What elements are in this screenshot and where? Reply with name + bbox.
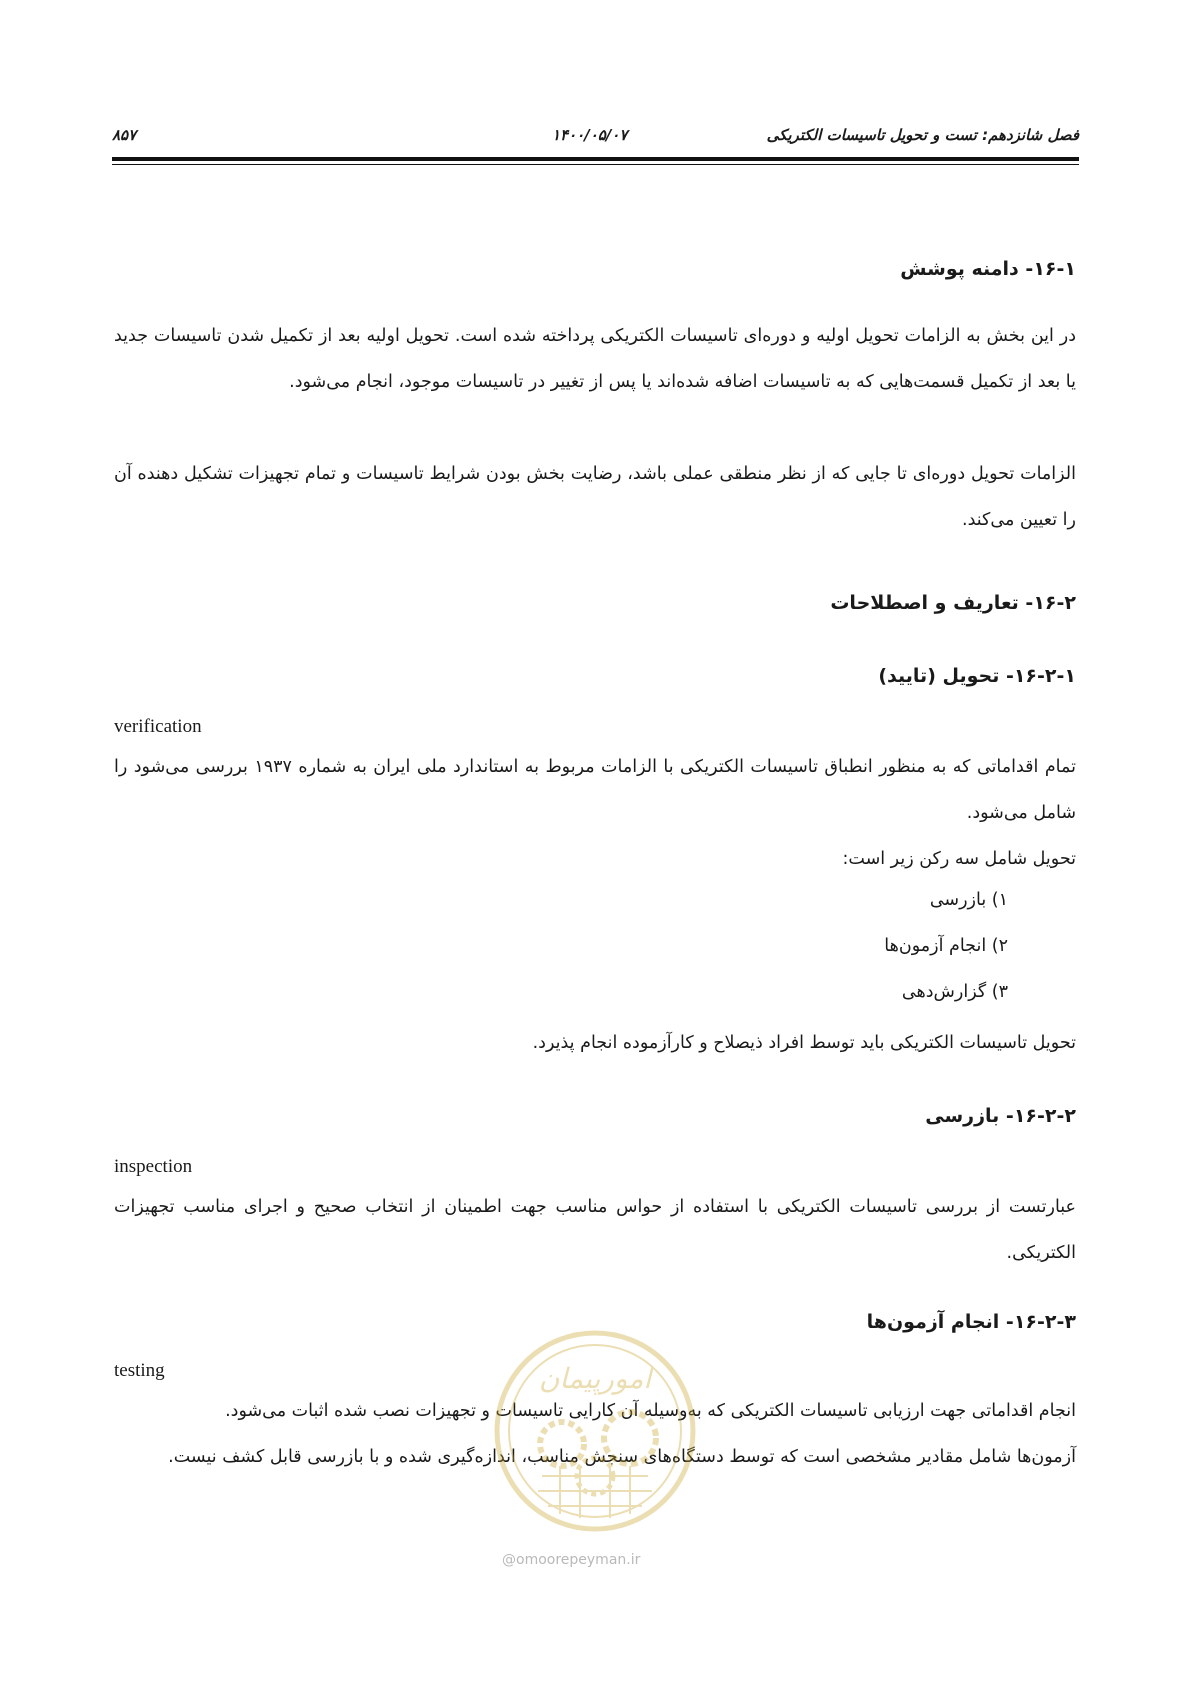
watermark-logo [490,1326,700,1536]
heading-16-1: ۱۶-۱- دامنه پوشش [900,258,1076,280]
header-rule-thin [112,164,1079,165]
list-item-inspection: ۱) بازرسی [929,890,1008,910]
paragraph-testing-1: انجام اقداماتی جهت ارزیابی تاسیسات الکتریکی که به‌وسیله آن کارایی تاسیسات و تجهیزات نصب شده اثبات می‌شود. [225,1401,1076,1421]
list-item-reporting: ۳) گزارش‌دهی [901,982,1008,1002]
svg-text:امورپیمان: امورپیمان [538,1362,652,1395]
paragraph-verification-1: تمام اقداماتی که به منظور انطباق تاسیسات الکتریکی با الزامات مربوط به استاندارد ملی ایران به شماره ۱۹۳۷ بررسی می‌شود را شامل می‌شود. [114,757,1076,823]
paragraph-scope-2: الزامات تحویل دوره‌ای تا جایی که از نظر منطقی عملی باشد، رضایت بخش بودن شرایط تاسیسات و تمام تجهیزات تشکیل دهنده آن را تعیین می‌کند. [114,464,1076,530]
paragraph-inspection: عبارتست از بررسی تاسیسات الکتریکی با استفاده از حواس مناسب جهت اطمینان از انتخاب صحیح و اجرای مناسب تجهیزات الکتریکی. [114,1197,1076,1263]
term-testing: testing [114,1360,165,1381]
heading-16-2-3: ۱۶-۲-۳- انجام آزمون‌ها [866,1311,1076,1333]
header-rule-thick [112,157,1079,161]
paragraph-verification-2: تحویل شامل سه رکن زیر است: [842,849,1076,869]
heading-16-2-2: ۱۶-۲-۲- بازرسی [925,1105,1076,1127]
term-inspection: inspection [114,1156,193,1177]
list-item-testing: ۲) انجام آزمون‌ها [884,936,1008,956]
watermark-url: @omoorepeyman.ir [502,1552,641,1568]
page-number: ۸۵۷ [112,126,137,144]
paragraph-verification-3: تحویل تاسیسات الکتریکی باید توسط افراد ذیصلاح و کارآزموده انجام پذیرد. [532,1033,1076,1053]
chapter-title: فصل شانزدهم: تست و تحویل تاسیسات الکتریکی [766,126,1079,144]
page-header [112,126,1079,154]
paragraph-scope-1: در این بخش به الزامات تحویل اولیه و دوره‌ای تاسیسات الکتریکی پرداخته شده است. تحویل اولیه بعد از تکمیل شدن تاسیسات جدید یا بعد از تکمیل قسمت‌هایی که به تاسیسات اضافه شده‌اند یا پس از تغییر در تاسیسات موجود، انجام می‌شود. [114,326,1076,392]
paragraph-testing-2: آزمون‌ها شامل مقادیر مشخصی است که توسط دستگاه‌های سنجش مناسب، اندازه‌گیری شده و با بازرسی قابل کشف نیست. [168,1447,1076,1467]
heading-16-2-1: ۱۶-۲-۱- تحویل (تایید) [878,665,1076,687]
heading-16-2: ۱۶-۲- تعاریف و اصطلاحات [830,592,1076,614]
header-date: ۱۴۰۰/۰۵/۰۷ [552,126,628,144]
term-verification: verification [114,716,202,737]
